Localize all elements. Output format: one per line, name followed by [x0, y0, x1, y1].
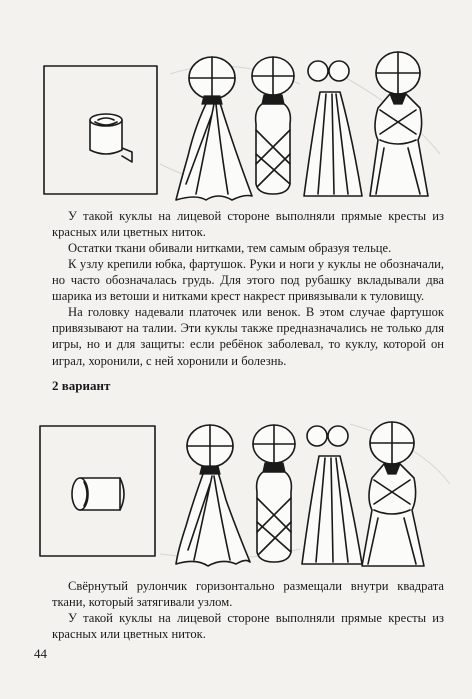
paragraph-6: У такой куклы на лицевой стороне выполняли прямые кресты из красных или цветных ниток.	[52, 611, 444, 642]
section-heading: 2 вариант	[52, 378, 111, 393]
doll-steps-illustration-1	[0, 44, 472, 204]
fabric-roll-horizontal	[72, 478, 124, 510]
fabric-roll	[90, 114, 132, 162]
doll-step-dressed	[370, 52, 428, 196]
figure-variant-2	[0, 414, 472, 574]
paragraph-2: Остатки ткани обивали нитками, тем самым образуя тельце.	[68, 241, 392, 255]
paragraph-4: На головку надевали платочек или венок. В этом случае фартушок привязывают на талии. Эти куклы также предназначались не только для игры, но и для защиты: если ребёнок заболевал, то куклу, которой он играл, хоронили, с ней хоронили и болезнь.	[52, 305, 444, 368]
doll-step-breast-balls	[302, 426, 362, 564]
doll-step-wrapped-body	[253, 425, 295, 562]
doll-step-head-skirt	[176, 425, 250, 566]
doll-step-head-skirt	[176, 57, 252, 200]
paragraph-1: У такой куклы на лицевой стороне выполняли прямые кресты из красных или цветных ниток.	[52, 209, 444, 240]
doll-step-wrapped-body	[252, 57, 294, 194]
paragraph-3: К узлу крепили юбка, фартушок. Руки и ноги у куклы не обозначали, но часто обозначалась грудь. Для этого под рубашку вкладывали два шарика из ветоши и нитками крест накрест привязывали к туловищу.	[52, 257, 444, 304]
doll-steps-illustration-2	[0, 414, 472, 574]
doll-step-breast-balls	[304, 61, 362, 196]
paragraph-5: Свёрнутый рулончик горизонтально размещали внутри квадрата ткани, который затягивали узлом.	[52, 579, 444, 610]
doll-step-dressed	[362, 422, 424, 566]
figure-variant-1	[0, 44, 472, 204]
page-number: 44	[34, 646, 47, 661]
